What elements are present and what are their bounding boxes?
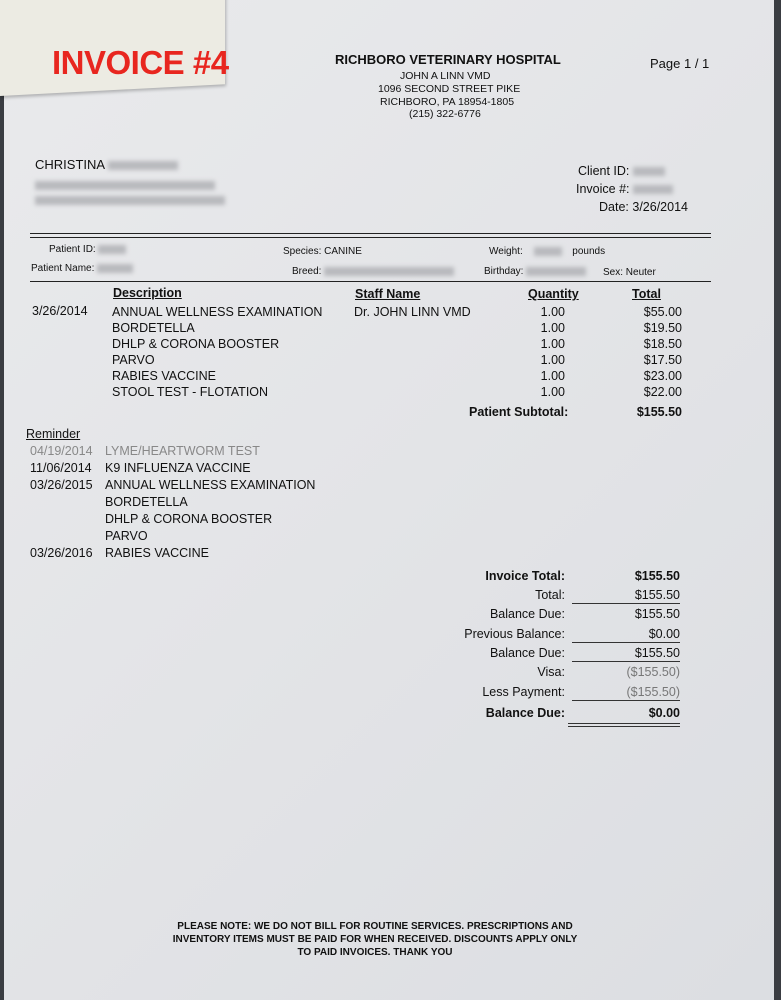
reminder-title: Reminder xyxy=(26,427,81,441)
reminder-text: BORDETELLA xyxy=(105,495,188,509)
reminder-text: RABIES VACCINE xyxy=(105,546,209,560)
reminder-text: DHLP & CORONA BOOSTER xyxy=(105,512,273,526)
item-qty: 1.00 xyxy=(540,385,565,399)
item-desc: PARVO xyxy=(112,353,155,367)
hospital-city: RICHBORO, PA 18954-1805 xyxy=(380,96,515,108)
totals-value: $0.00 xyxy=(648,627,680,641)
totals-value: $155.50 xyxy=(634,569,680,583)
reminder-date: 11/06/2014 xyxy=(30,461,92,475)
totals-label: Total: xyxy=(535,588,565,602)
item-total: $22.00 xyxy=(643,385,682,399)
totals-label: Balance Due: xyxy=(485,706,565,720)
item-total: $55.00 xyxy=(643,305,682,319)
totals-value: ($155.50) xyxy=(626,665,680,679)
item-desc: ANNUAL WELLNESS EXAMINATION xyxy=(112,305,323,319)
reminder-text: K9 INFLUENZA VACCINE xyxy=(105,461,251,475)
totals-label: Less Payment: xyxy=(482,685,565,699)
totals-value: $155.50 xyxy=(634,607,680,621)
totals-value: $155.50 xyxy=(634,646,680,660)
breed: Breed: xyxy=(292,266,454,277)
totals-label: Balance Due: xyxy=(489,607,565,621)
invoice-date: Date: 3/26/2014 xyxy=(599,200,688,214)
item-desc: RABIES VACCINE xyxy=(112,369,216,383)
hospital-name: RICHBORO VETERINARY HOSPITAL xyxy=(335,52,561,67)
item-desc: STOOL TEST - FLOTATION xyxy=(112,385,269,399)
reminder-date: 03/26/2016 xyxy=(30,546,93,560)
items-date: 3/26/2014 xyxy=(32,304,88,318)
reminder-text: LYME/HEARTWORM TEST xyxy=(105,444,260,458)
invoice-banner: INVOICE #4 xyxy=(52,44,229,81)
item-total: $18.50 xyxy=(643,337,682,351)
reminder-text: ANNUAL WELLNESS EXAMINATION xyxy=(105,478,316,492)
totals-value: $0.00 xyxy=(648,706,680,720)
item-staff: Dr. JOHN LINN VMD xyxy=(354,305,471,319)
item-qty: 1.00 xyxy=(540,321,565,335)
item-qty: 1.00 xyxy=(540,369,565,383)
col-total: Total xyxy=(632,287,661,301)
patient-id-label: Patient ID: xyxy=(49,244,126,255)
hospital-vet: JOHN A LINN VMD xyxy=(400,70,491,82)
col-quantity: Quantity xyxy=(528,287,579,301)
item-total: $17.50 xyxy=(643,353,682,367)
item-qty: 1.00 xyxy=(540,337,565,351)
reminder-text: PARVO xyxy=(105,529,148,543)
totals-label: Previous Balance: xyxy=(464,627,565,641)
item-total: $19.50 xyxy=(643,321,682,335)
totals-label: Balance Due: xyxy=(489,646,565,660)
species: Species: CANINE xyxy=(283,246,362,257)
patient-subtotal-value: $155.50 xyxy=(636,405,682,419)
totals-value: $155.50 xyxy=(634,588,680,602)
hospital-street: 1096 SECOND STREET PIKE xyxy=(378,83,521,95)
item-desc: BORDETELLA xyxy=(112,321,195,335)
sex: Sex: Neuter xyxy=(603,267,656,278)
birthday: Birthday: xyxy=(484,266,586,277)
col-staff: Staff Name xyxy=(355,287,421,301)
client-name: CHRISTINA xyxy=(35,157,178,172)
invoice-number-label: Invoice #: xyxy=(576,182,673,196)
col-description: Description xyxy=(113,286,182,300)
reminder-date: 04/19/2014 xyxy=(30,444,93,458)
item-desc: DHLP & CORONA BOOSTER xyxy=(112,337,280,351)
totals-label: Visa: xyxy=(537,665,565,679)
totals-value: ($155.50) xyxy=(626,685,680,699)
item-qty: 1.00 xyxy=(540,353,565,367)
reminder-date: 03/26/2015 xyxy=(30,478,93,492)
patient-name-label: Patient Name: xyxy=(31,263,133,274)
item-total: $23.00 xyxy=(643,369,682,383)
weight: Weight: pounds xyxy=(489,246,606,257)
client-city-redacted xyxy=(35,192,225,210)
footer-note: PLEASE NOTE: WE DO NOT BILL FOR ROUTINE SERVICES. PRESCRIPTIONS AND INVENTORY ITEMS MUST BE PAID FOR WHEN RECEIVED. DISCOUNTS APPLY ONLY TO PAID INVOICES. THANK YOU xyxy=(172,921,578,958)
client-id-label: Client ID: xyxy=(578,164,665,178)
patient-subtotal-label: Patient Subtotal: xyxy=(469,405,569,419)
hospital-phone: (215) 322-6776 xyxy=(409,108,481,120)
page-number: Page 1 / 1 xyxy=(650,56,710,71)
totals-label: Invoice Total: xyxy=(485,569,565,583)
item-qty: 1.00 xyxy=(540,305,565,319)
